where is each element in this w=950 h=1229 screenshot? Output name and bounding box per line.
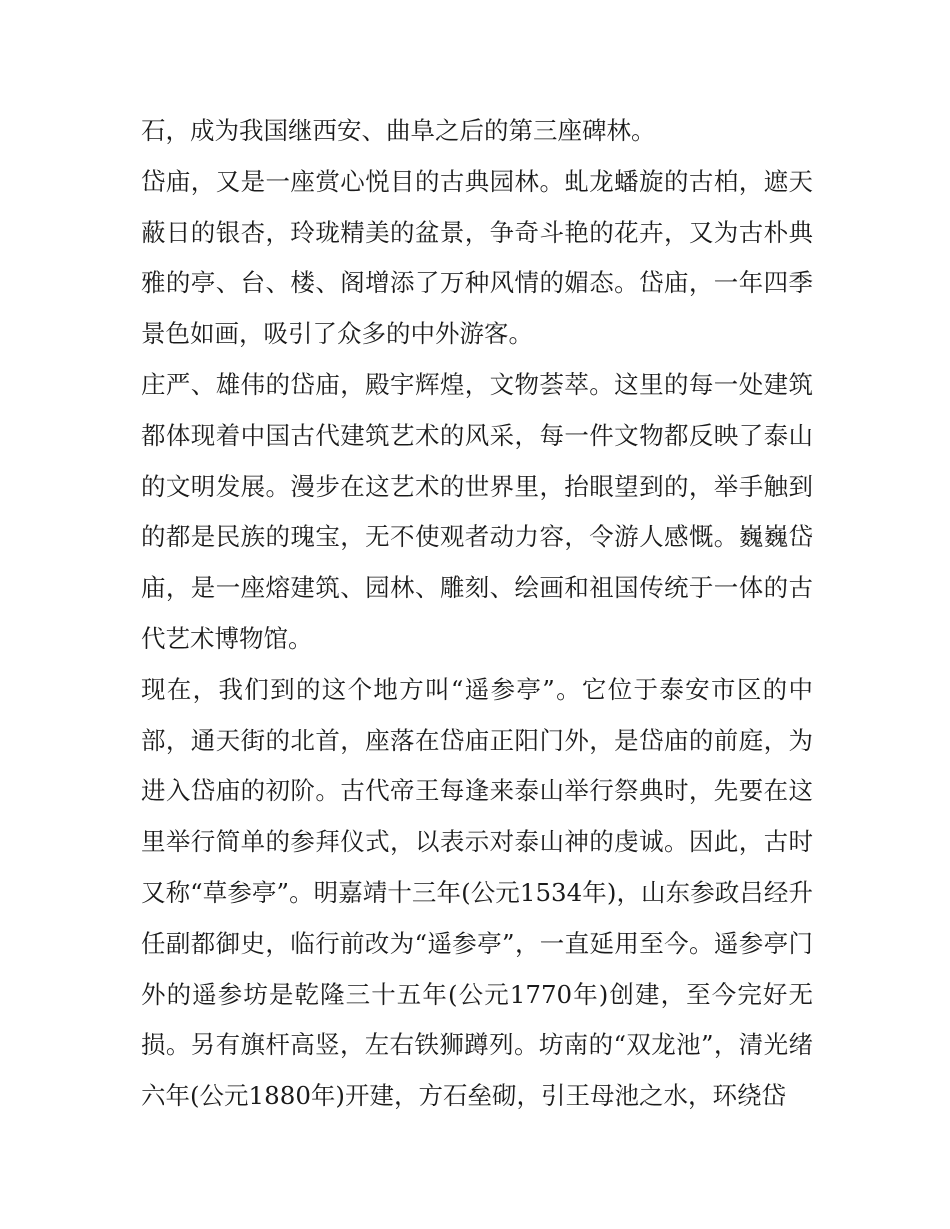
paragraph-classical-garden: 岱庙，又是一座赏心悦目的古典园林。虬龙蟠旋的古柏，遮天蔽日的银杏，玲珑精美的盆景，争奇斗艳的花卉，又为古朴典雅的亭、台、楼、阁增添了万种风情的媚态。岱庙，一年四季景色如画，吸引了众多的中外游客。 (141, 166, 813, 349)
paragraph-stele-forest: 石，成为我国继西安、曲阜之后的第三座碑林。 (141, 116, 656, 145)
paragraph-yaocan-pavilion: 现在，我们到的这个地方叫“遥参亭”。它位于泰安市区的中部，通天街的北首，座落在岱庙正阳门外，是岱庙的前庭，为进入岱庙的初阶。古代帝王每逢来泰山举行祭典时，先要在这里举行简单的参拜仪式，以表示对泰山神的虔诚。因此，古时又称“草参亭”。明嘉靖十三年(公元1534年)，山东参政吕经升任副都御史，临行前改为“遥参亭”，一直延用至今。遥参亭门外的遥参坊是乾隆三十五年(公元1770年)创建，至今完好无损。另有旗杆高竖，左右铁狮蹲列。坊南的“双龙池”，清光绪六年(公元1880年)开建，方石垒砌，引王母池之水，环绕岱 (141, 674, 813, 1111)
paragraph-art-museum: 庄严、雄伟的岱庙，殿宇辉煌，文物荟萃。这里的每一处建筑都体现着中国古代建筑艺术的风采，每一件文物都反映了泰山的文明发展。漫步在这艺术的世界里，抬眼望到的，举手触到的都是民族的瑰宝，无不使观者动力容，令游人感慨。巍巍岱庙，是一座熔建筑、园林、雕刻、绘画和祖国传统于一体的古代艺术博物馆。 (141, 369, 813, 653)
document-body (141, 106, 813, 1122)
